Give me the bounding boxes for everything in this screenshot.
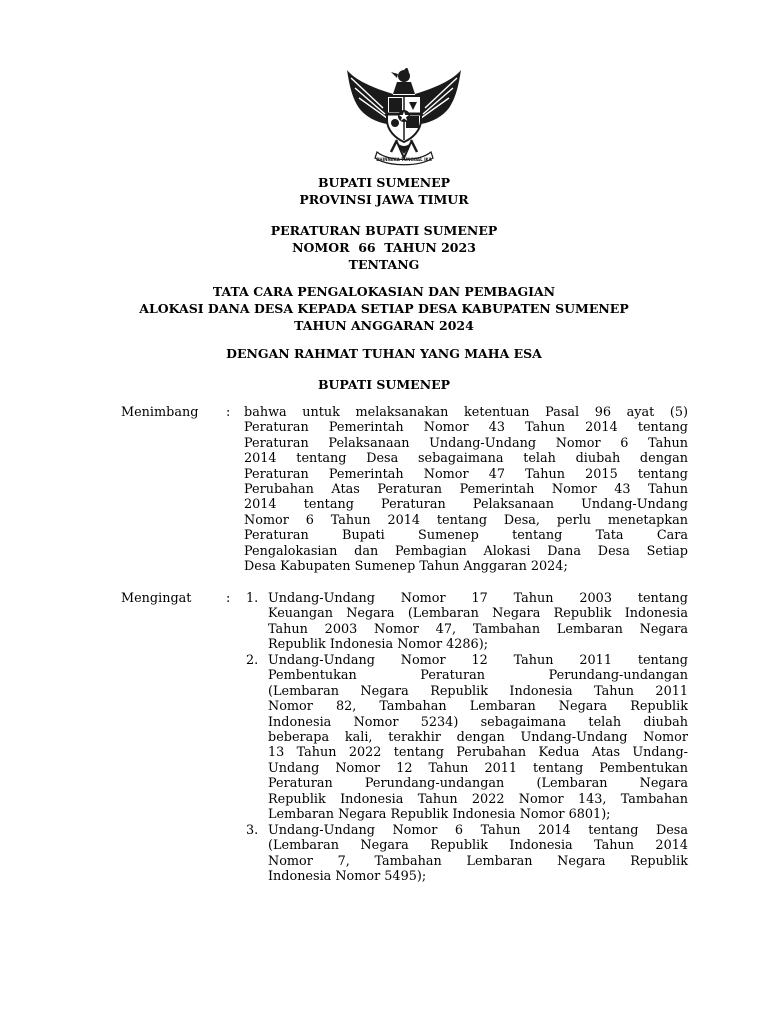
regulation-title: PERATURAN BUPATI SUMENEP: [270, 223, 498, 238]
item-number: 3.: [246, 823, 259, 838]
item-line: Republik Indonesia Tahun 2022 Nomor 143, Tambahan: [268, 791, 688, 807]
item-text: [268, 823, 688, 885]
item-line: Nomor 7, Tambahan Lembaran Negara Republik: [268, 853, 688, 869]
menimbang-line: Pengalokasian dan Pembagian Alokasi Dana Desa Setiap: [244, 543, 688, 559]
item-line: Tahun 2003 Nomor 47, Tambahan Lembaran Negara: [268, 621, 688, 637]
list-item: [246, 653, 690, 823]
menimbang-line: 2014 tentang Desa sebagaimana telah diubah dengan: [244, 451, 688, 467]
menimbang-section: [0, 405, 768, 585]
menimbang-line: Peraturan Bupati Sumenep tentang Tata Cara: [244, 528, 688, 544]
menimbang-line: Desa Kabupaten Sumenep Tahun Anggaran 2024;: [244, 558, 568, 574]
regulation-header: [0, 222, 768, 273]
item-line: (Lembaran Negara Republik Indonesia Tahun 2011: [268, 683, 688, 699]
item-line: Republik Indonesia Nomor 4286);: [268, 637, 489, 653]
list-item: [246, 591, 690, 653]
item-line: Undang-Undang Nomor 12 Tahun 2011 tentang: [268, 653, 688, 668]
item-line: Undang Nomor 12 Tahun 2011 tentang Pembentukan: [268, 760, 688, 776]
mengingat-section: [0, 591, 768, 891]
issuer-title: BUPATI SUMENEP: [317, 175, 451, 190]
item-line: Indonesia Nomor 5234) sebagaimana telah diubah: [268, 714, 688, 730]
issuer-name: BUPATI SUMENEP: [317, 377, 451, 392]
menimbang-line: Peraturan Pemerintah Nomor 47 Tahun 2015 tentang: [244, 466, 688, 482]
regulation-about: TENTANG: [348, 257, 420, 272]
item-line: (Lembaran Negara Republik Indonesia Tahun 2014: [268, 838, 688, 854]
mengingat-colon: :: [226, 591, 231, 606]
menimbang-line: 2014 tentang Peraturan Pelaksanaan Undang-Undang: [244, 497, 688, 513]
item-line: Indonesia Nomor 5495);: [268, 869, 427, 885]
list-item: [246, 823, 690, 885]
menimbang-label: Menimbang: [121, 405, 199, 420]
item-number: 2.: [246, 653, 259, 668]
menimbang-text: [244, 405, 688, 574]
item-line: Peraturan Perundang-undangan (Lembaran Negara: [268, 776, 688, 792]
menimbang-line: Peraturan Pelaksanaan Undang-Undang Nomor 6 Tahun: [244, 435, 688, 451]
item-line: Keuangan Negara (Lembaran Negara Republik Indonesia: [268, 606, 688, 622]
item-line: Pembentukan Peraturan Perundang-undangan: [268, 668, 688, 684]
menimbang-line: Peraturan Pemerintah Nomor 43 Tahun 2014 tentang: [244, 420, 688, 436]
item-line: 13 Tahun 2022 tentang Perubahan Kedua Atas Undang-: [268, 745, 688, 761]
mengingat-list: [246, 591, 690, 885]
menimbang-line: bahwa untuk melaksanakan ketentuan Pasal 96 ayat (5): [244, 405, 688, 420]
subject-line-2: ALOKASI DANA DESA KEPADA SETIAP DESA KABUPATEN SUMENEP: [139, 301, 629, 316]
item-line: Nomor 82, Tambahan Lembaran Negara Republik: [268, 699, 688, 715]
mengingat-label: Mengingat: [121, 591, 192, 606]
subject-line-3: TAHUN ANGGARAN 2024: [294, 318, 474, 333]
menimbang-line: Nomor 6 Tahun 2014 tentang Desa, perlu menetapkan: [244, 512, 688, 528]
preamble: DENGAN RAHMAT TUHAN YANG MAHA ESA: [226, 346, 542, 361]
item-line: Undang-Undang Nomor 17 Tahun 2003 tentang: [268, 591, 688, 606]
menimbang-line: Perubahan Atas Peraturan Pemerintah Nomor 43 Tahun: [244, 481, 688, 497]
item-text: [268, 591, 688, 653]
regulation-number: NOMOR 66 TAHUN 2023: [292, 240, 476, 255]
motto-text: BHINNEKA TUNGGAL IKA: [376, 157, 432, 162]
garuda-emblem-icon: [343, 68, 465, 168]
menimbang-colon: :: [226, 405, 231, 420]
regulation-subject: [0, 283, 768, 334]
province-title: PROVINSI JAWA TIMUR: [299, 192, 469, 207]
item-text: [268, 653, 688, 822]
subject-line-1: TATA CARA PENGALOKASIAN DAN PEMBAGIAN: [212, 284, 556, 299]
item-line: Undang-Undang Nomor 6 Tahun 2014 tentang Desa: [268, 823, 688, 838]
issuer-header: [0, 174, 768, 208]
item-line: beberapa kali, terakhir dengan Undang-Undang Nomor: [268, 729, 688, 745]
item-line: Lembaran Negara Republik Indonesia Nomor 6801);: [268, 806, 611, 822]
item-number: 1.: [246, 591, 259, 606]
